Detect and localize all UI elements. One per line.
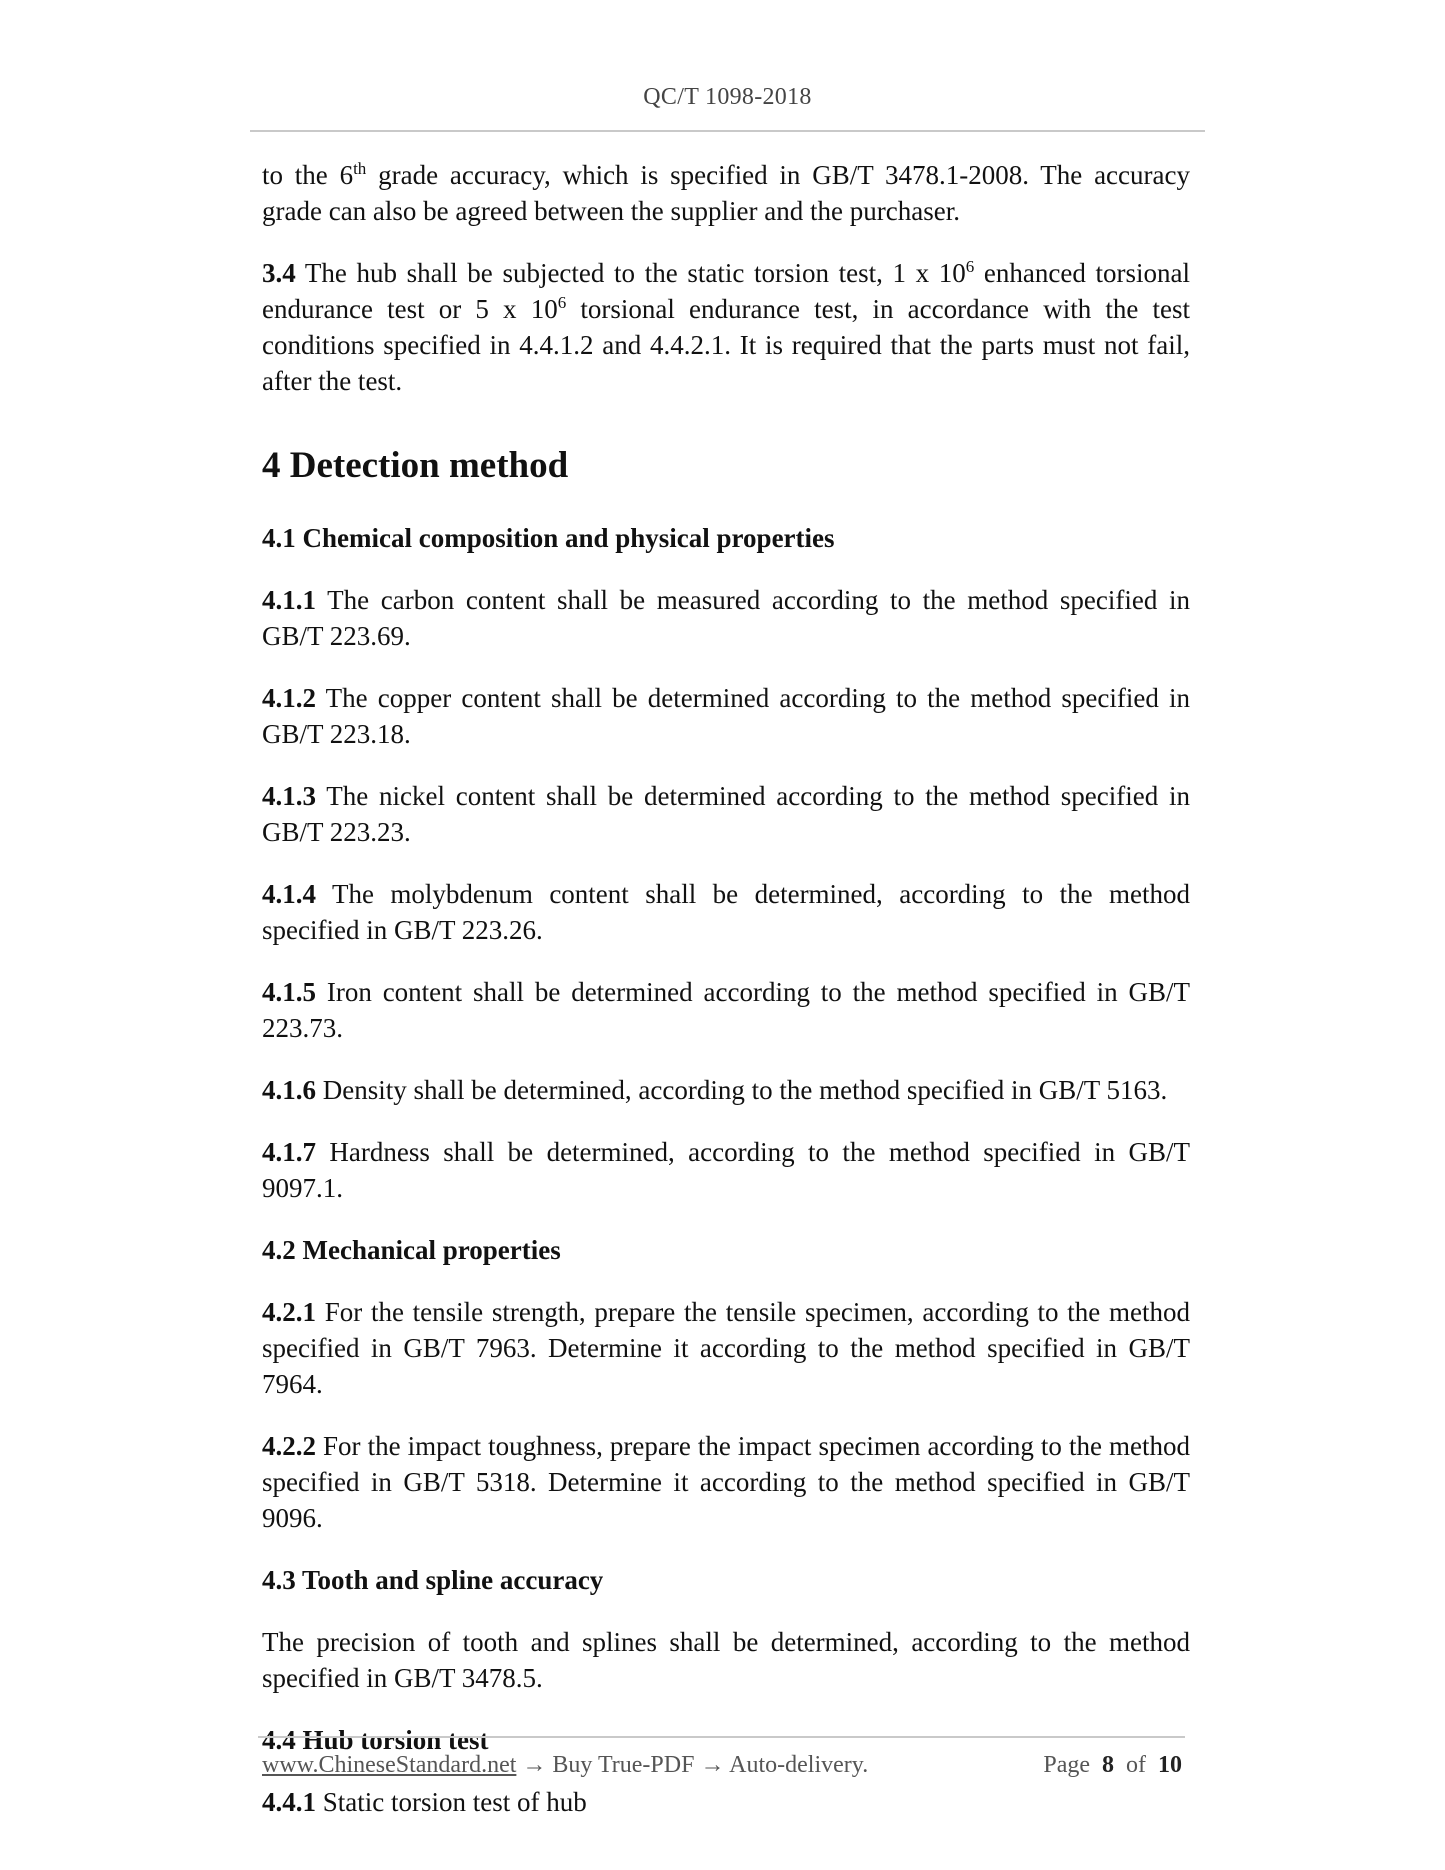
clause-4-1-1: 4.1.1 The carbon content shall be measured according to the method specified in GB/T 223.69. [262,585,1190,651]
clause-4-2-2: 4.2.2 For the impact toughness, prepare the impact specimen according to the method specified in GB/T 5318. Determine it according to the method specified in GB/T 9096. [262,1431,1190,1533]
section-4-heading: 4 Detection method [262,445,569,486]
header-divider [250,130,1205,132]
website-link[interactable]: www.ChineseStandard.net [262,1752,517,1778]
arrow-icon: → [694,1752,730,1778]
clause-4-1-7: 4.1.7 Hardness shall be determined, according to the method specified in GB/T 9097.1. [262,1137,1190,1203]
clause-4-1-6: 4.1.6 Density shall be determined, according to the method specified in GB/T 5163. [262,1075,1168,1105]
section-4-4-heading: 4.4 Hub torsion test [262,1725,489,1755]
section-4-2-heading: 4.2 Mechanical properties [262,1235,561,1265]
arrow-icon: → [516,1752,553,1778]
intro-paragraph-accuracy: to the 6th grade accuracy, which is specified in GB/T 3478.1-2008. The accuracy grade can also be agreed between the supplier and the purchaser. [262,159,1190,226]
section-4-1-heading: 4.1 Chemical composition and physical properties [262,523,835,553]
clause-4-1-5: 4.1.5 Iron content shall be determined according to the method specified in GB/T 223.73. [262,977,1190,1043]
clause-4-2-1: 4.2.1 For the tensile strength, prepare the tensile specimen, according to the method specified in GB/T 7963. Determine it according to the method specified in GB/T 7964. [262,1297,1190,1399]
auto-delivery-text: Auto-delivery. [729,1752,869,1778]
buy-pdf-text: Buy True-PDF [552,1752,695,1778]
section-4-3-text: The precision of tooth and splines shall be determined, according to the method specified in GB/T 3478.5. [262,1627,1190,1693]
section-4-3-heading: 4.3 Tooth and spline accuracy [262,1565,604,1595]
document-code-header: QC/T 1098-2018 [643,84,812,110]
clause-3-4: 3.4 The hub shall be subjected to the static torsion test, 1 x $10^6$ enhanced torsional endurance test or 5 x $10^6$ torsional endurance test, in accordance with the test conditions specified in 4.4.1.2 and 4.4.2.1. It is required that the parts must not fail, after the test. [262,257,1190,396]
clause-4-1-4: 4.1.4 The molybdenum content shall be determined, according to the method specified in GB/T 223.26. [262,879,1190,945]
page-indicator: Page 8 of 10 [1043,1752,1182,1778]
clause-4-1-3: 4.1.3 The nickel content shall be determined according to the method specified in GB/T 223.23. [262,781,1190,847]
clause-4-1-2: 4.1.2 The copper content shall be determined according to the method specified in GB/T 223.18. [262,683,1190,749]
footer-divider [258,1736,1185,1738]
clause-4-4-1: 4.4.1 Static torsion test of hub [262,1787,587,1817]
footer-links [262,1752,868,1779]
page-content [262,157,1190,1846]
current-page-number: 8 [1102,1752,1114,1778]
total-pages: 10 [1158,1752,1182,1778]
